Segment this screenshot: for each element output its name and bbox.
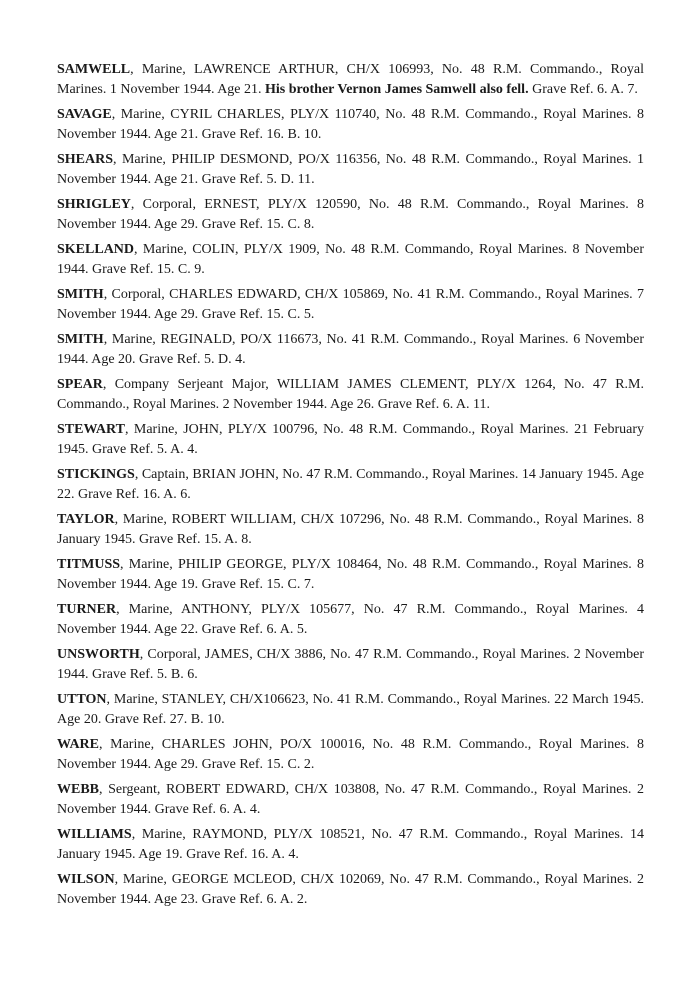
entry-text: , Marine, JOHN, PLY/X 100796, No. 48 R.M. Commando., Royal Marines. 21 February 1945. Grave Ref. 5. A. 4. xyxy=(57,422,644,457)
entry-samwell xyxy=(57,60,644,100)
entry-tail: Grave Ref. 6. A. 7. xyxy=(528,82,638,97)
entry-text: , Marine, COLIN, PLY/X 1909, No. 48 R.M. Commando, Royal Marines. 8 November 1944. Grave Ref. 15. C. 9. xyxy=(57,242,644,277)
entry-text: , Marine, CYRIL CHARLES, PLY/X 110740, No. 48 R.M. Commando., Royal Marines. 8 November 1944. Age 21. Grave Ref. 16. B. 10. xyxy=(57,107,644,142)
entry-surname: WILSON xyxy=(57,872,115,887)
entry-text: , Marine, LAWRENCE ARTHUR, CH/X 106993, No. 48 R.M. Commando., Royal Marines. 1 November 1944. Age 21. xyxy=(57,62,644,97)
entry-surname: TURNER xyxy=(57,602,117,617)
entry-text: , Marine, ROBERT WILLIAM, CH/X 107296, No. 48 R.M. Commando., Royal Marines. 8 January 1945. Grave Ref. 15. A. 8. xyxy=(57,512,644,547)
entry-surname: WARE xyxy=(57,737,100,752)
entry-shears xyxy=(57,150,644,190)
entry-surname: UNSWORTH xyxy=(57,647,140,662)
entry-surname: UTTON xyxy=(57,692,107,707)
entry-text: , Company Serjeant Major, WILLIAM JAMES CLEMENT, PLY/X 1264, No. 47 R.M. Commando., Royal Marines. 2 November 1944. Age 26. Grave Ref. 6. A. 11. xyxy=(57,377,644,412)
entry-surname: SMITH xyxy=(57,332,104,347)
entry-smith-charles xyxy=(57,285,644,325)
entry-text: , Corporal, ERNEST, PLY/X 120590, No. 48 R.M. Commando., Royal Marines. 8 November 1944. Age 29. Grave Ref. 15. C. 8. xyxy=(57,197,644,232)
entry-surname: SPEAR xyxy=(57,377,103,392)
entry-shrigley xyxy=(57,195,644,235)
entry-text: , Marine, ANTHONY, PLY/X 105677, No. 47 R.M. Commando., Royal Marines. 4 November 1944. Age 22. Grave Ref. 6. A. 5. xyxy=(57,602,644,637)
entry-stewart xyxy=(57,420,644,460)
entry-surname: TITMUSS xyxy=(57,557,121,572)
entry-unsworth xyxy=(57,645,644,685)
entry-text: , Captain, BRIAN JOHN, No. 47 R.M. Commando., Royal Marines. 14 January 1945. Age 22. Grave Ref. 16. A. 6. xyxy=(57,467,644,502)
entry-text: , Marine, GEORGE MCLEOD, CH/X 102069, No. 47 R.M. Commando., Royal Marines. 2 November 1944. Age 23. Grave Ref. 6. A. 2. xyxy=(57,872,644,907)
entry-smith-reginald xyxy=(57,330,644,370)
entry-ware xyxy=(57,735,644,775)
entry-surname: SHRIGLEY xyxy=(57,197,131,212)
entry-text: , Marine, RAYMOND, PLY/X 108521, No. 47 R.M. Commando., Royal Marines. 14 January 1945. Age 19. Grave Ref. 16. A. 4. xyxy=(57,827,644,862)
entry-text: , Corporal, CHARLES EDWARD, CH/X 105869, No. 41 R.M. Commando., Royal Marines. 7 November 1944. Age 29. Grave Ref. 15. C. 5. xyxy=(57,287,644,322)
entry-turner xyxy=(57,600,644,640)
entry-surname: STEWART xyxy=(57,422,125,437)
entry-surname: TAYLOR xyxy=(57,512,115,527)
entry-surname: SKELLAND xyxy=(57,242,135,257)
entry-text: , Marine, REGINALD, PO/X 116673, No. 41 R.M. Commando., Royal Marines. 6 November 1944. Age 20. Grave Ref. 5. D. 4. xyxy=(57,332,644,367)
entry-utton xyxy=(57,690,644,730)
entry-text: , Marine, STANLEY, CH/X106623, No. 41 R.M. Commando., Royal Marines. 22 March 1945. Age 20. Grave Ref. 27. B. 10. xyxy=(57,692,644,727)
entry-williams xyxy=(57,825,644,865)
entry-surname: SAVAGE xyxy=(57,107,112,122)
document-page xyxy=(57,60,644,915)
entry-surname: STICKINGS xyxy=(57,467,135,482)
entry-spear xyxy=(57,375,644,415)
entry-text: , Marine, PHILIP GEORGE, PLY/X 108464, No. 48 R.M. Commando., Royal Marines. 8 November 1944. Age 19. Grave Ref. 15. C. 7. xyxy=(57,557,644,592)
entry-savage xyxy=(57,105,644,145)
entry-text: , Marine, CHARLES JOHN, PO/X 100016, No. 48 R.M. Commando., Royal Marines. 8 November 1944. Age 29. Grave Ref. 15. C. 2. xyxy=(57,737,644,772)
entry-titmuss xyxy=(57,555,644,595)
entry-skelland xyxy=(57,240,644,280)
entry-stickings xyxy=(57,465,644,505)
entry-surname: SMITH xyxy=(57,287,104,302)
entry-surname: WILLIAMS xyxy=(57,827,132,842)
entry-surname: SAMWELL xyxy=(57,62,131,77)
entry-note: His brother Vernon James Samwell also fell. xyxy=(265,82,529,97)
entry-text: , Sergeant, ROBERT EDWARD, CH/X 103808, No. 47 R.M. Commando., Royal Marines. 2 November 1944. Grave Ref. 6. A. 4. xyxy=(57,782,644,817)
entry-taylor xyxy=(57,510,644,550)
entry-surname: SHEARS xyxy=(57,152,114,167)
entry-surname: WEBB xyxy=(57,782,100,797)
entry-text: , Marine, PHILIP DESMOND, PO/X 116356, No. 48 R.M. Commando., Royal Marines. 1 November 1944. Age 21. Grave Ref. 5. D. 11. xyxy=(57,152,644,187)
entry-wilson xyxy=(57,870,644,910)
entry-webb xyxy=(57,780,644,820)
entry-text: , Corporal, JAMES, CH/X 3886, No. 47 R.M. Commando., Royal Marines. 2 November 1944. Grave Ref. 5. B. 6. xyxy=(57,647,644,682)
